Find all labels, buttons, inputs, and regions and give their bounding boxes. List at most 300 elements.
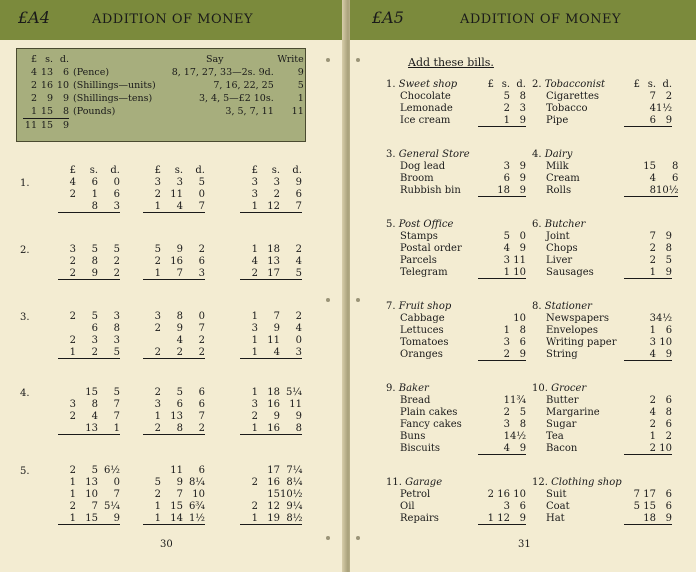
bill-unit-header	[478, 218, 494, 230]
bill-number: 5.	[386, 218, 396, 230]
bill-item-name: Milk	[546, 160, 569, 172]
exercise-sum	[143, 464, 205, 525]
bill-item-amount: 9	[510, 512, 526, 525]
sum-cell	[58, 200, 76, 213]
sum-row	[240, 512, 302, 525]
bill-shop-name: Dairy	[544, 148, 573, 160]
bill-item-amount: 6	[519, 500, 526, 512]
sum-cell: 18	[267, 243, 280, 255]
sum-row	[143, 346, 205, 359]
sum-row	[240, 267, 302, 280]
sum-cell: 15	[170, 500, 183, 512]
sum-cell: 7	[198, 322, 205, 334]
bill-shop-name: Fruit shop	[398, 300, 452, 312]
bill-item-amount: 8	[519, 418, 527, 430]
bill-item-amount: 10	[656, 442, 672, 455]
bill-item-amount: 2	[494, 348, 510, 361]
sum-row	[143, 386, 205, 398]
sum-cell	[58, 322, 76, 334]
bill-item-name: Tea	[546, 430, 564, 442]
exercise-sum	[58, 310, 120, 359]
sum-cell: 3	[280, 346, 302, 359]
bill-unit-header	[510, 148, 526, 160]
exercise-sum	[143, 386, 205, 435]
bill-item-row	[532, 184, 678, 197]
bill-item-amount: 3	[503, 500, 510, 512]
bill-unit-header	[624, 218, 640, 230]
bill-unit-header	[494, 300, 510, 312]
sum-cell: 2	[251, 410, 258, 422]
sum-cell: 2	[183, 346, 205, 359]
sum-cell: 7	[113, 488, 120, 500]
sum-cell: 13	[170, 410, 183, 422]
bill-shop-name: Butcher	[544, 218, 586, 230]
bill-item-amount	[624, 266, 640, 279]
unit-header-col1: £ s. d.	[69, 164, 120, 176]
bill-item-amount: 6	[672, 172, 679, 184]
bill-item-amount: 6	[503, 172, 510, 184]
bill-unit-header	[640, 476, 656, 488]
sum-cell: 15	[85, 386, 98, 398]
bill-item-row	[386, 160, 526, 172]
sum-cell: 11	[170, 464, 183, 476]
bill-unit-header	[656, 218, 672, 230]
sum-cell	[143, 464, 161, 476]
sum-row	[58, 334, 120, 346]
bill-unit-header	[478, 476, 494, 488]
bill-item-amount: 15	[643, 160, 656, 172]
bill-unit-header: d.	[516, 78, 526, 90]
worked-example-row: 1 15 8 (Pounds) 3, 5, 7, 11 11	[23, 105, 304, 119]
bill-title-row	[532, 300, 672, 312]
bill-item-amount: 8	[519, 324, 526, 336]
right-page	[350, 0, 696, 572]
bill-unit-header	[656, 148, 678, 160]
bill-item-amount: 1	[503, 430, 510, 442]
worked-example-total: 11 15 9	[24, 120, 69, 131]
sum-row	[143, 243, 205, 255]
bill-item-name: Petrol	[400, 488, 431, 500]
bill-item-amount: 2	[503, 102, 510, 114]
bill-item-name: Oranges	[400, 348, 443, 360]
sum-cell: 7¼	[286, 464, 303, 476]
unit-header-col3: £ s. d.	[251, 164, 302, 176]
sum-cell: 1	[240, 200, 258, 213]
bill-item-row	[532, 102, 672, 114]
bill-item-name: Pipe	[546, 114, 569, 126]
sum-cell: 3	[154, 176, 161, 188]
sum-row	[58, 398, 120, 410]
bill-item-amount	[624, 160, 640, 172]
bill-shop-name: Sweet shop	[398, 78, 458, 90]
bill-item-amount	[624, 512, 640, 525]
bill-item-amount	[478, 394, 494, 406]
bill-item-amount	[624, 430, 640, 442]
bill-item-name: Ice cream	[400, 114, 451, 126]
sum-cell: 4	[69, 176, 76, 188]
bill-shop-name: Garage	[405, 476, 443, 488]
sum-cell: 1	[240, 346, 258, 359]
sum-cell: 9	[295, 176, 302, 188]
sum-cell: 1	[240, 422, 258, 435]
sum-cell: 7	[183, 200, 205, 213]
bill-item-amount: 2	[649, 242, 656, 254]
sum-cell: 4	[91, 410, 98, 422]
sum-row	[240, 334, 302, 346]
bill-item-amount: 7	[649, 90, 656, 102]
sum-cell: 8¼	[188, 476, 205, 488]
sum-cell: 8½	[280, 512, 302, 525]
bill-item-amount: 9	[656, 348, 672, 361]
bill-item-amount: 1	[649, 430, 656, 442]
bill-number: 1.	[386, 78, 396, 90]
bill-item-amount	[478, 160, 494, 172]
bill-item-amount: 6	[665, 394, 672, 406]
sum-row	[240, 310, 302, 322]
bill-item-amount: 2	[640, 442, 656, 455]
bill-item-name: Broom	[400, 172, 434, 184]
sum-cell: 3	[176, 176, 183, 188]
sum-cell: 7	[113, 398, 120, 410]
bill-item-amount	[478, 324, 494, 336]
bill	[532, 148, 678, 197]
exercise-sum	[240, 386, 302, 435]
sum-cell: 7	[198, 410, 205, 422]
bill-item-name: Plain cakes	[400, 406, 458, 418]
bill-unit-header	[624, 382, 640, 394]
sum-row	[240, 176, 302, 188]
bill-item-row	[386, 442, 526, 455]
sum-cell: 5¼	[103, 500, 120, 512]
bill-unit-header	[494, 218, 510, 230]
bill	[532, 78, 672, 127]
bill-item-name: Lettuces	[400, 324, 444, 336]
binding-hole	[326, 298, 330, 302]
sum-cell: 8	[176, 310, 183, 322]
bill-title-row	[386, 148, 526, 160]
bill-item-amount: 3	[503, 160, 510, 172]
bill-item-amount	[478, 406, 494, 418]
sum-cell: 9	[98, 512, 120, 525]
sum-row	[58, 267, 120, 280]
bill-item-row	[532, 512, 672, 525]
sum-cell: 17	[267, 464, 280, 476]
sum-cell: 13	[267, 255, 280, 267]
bill-unit-header	[478, 300, 494, 312]
bill-item-row	[386, 348, 526, 361]
sum-cell: 3	[69, 398, 76, 410]
bill-item-amount: 8	[519, 90, 526, 102]
sum-cell: 3	[251, 188, 258, 200]
sum-cell	[240, 488, 258, 500]
exercise-sum	[240, 464, 302, 525]
sum-row	[58, 488, 120, 500]
bill-item-row	[386, 172, 526, 184]
bill-unit-header	[494, 148, 510, 160]
sum-cell: 1	[143, 200, 161, 213]
bill	[386, 476, 526, 525]
bill-item-row	[386, 512, 526, 525]
bill-item-amount	[478, 230, 494, 242]
sum-row	[240, 188, 302, 200]
worked-example-row: 2 16 10 (Shillings—units) 7, 16, 22, 25 5	[30, 80, 304, 91]
bill-unit-header: d.	[662, 78, 673, 90]
bill-item-name: Chops	[546, 242, 578, 254]
sum-cell: 16	[258, 422, 280, 435]
bill-number: 2.	[532, 78, 542, 90]
sum-cell: 3	[251, 322, 258, 334]
bill-item-amount	[478, 102, 494, 114]
bill-item-amount	[624, 184, 640, 197]
bill-item-amount: 2	[487, 488, 494, 500]
sum-cell: 2	[183, 422, 205, 435]
bill-item-name: Tobacco	[546, 102, 588, 114]
bill-unit-header	[494, 476, 510, 488]
bill-item-amount: 1	[478, 512, 494, 525]
bill-item-amount	[624, 242, 640, 254]
sum-row	[240, 346, 302, 359]
bill	[386, 78, 526, 127]
bill-item-amount	[624, 90, 640, 102]
bill-number: 6.	[532, 218, 542, 230]
bill-item-amount: 9	[510, 348, 526, 361]
bill-shop-name: Grocer	[551, 382, 587, 394]
sum-cell: 15	[267, 488, 280, 500]
bill-item-name: Buns	[400, 430, 426, 442]
sum-cell: 2	[154, 386, 161, 398]
sum-row	[240, 386, 302, 398]
sum-cell: 1	[58, 346, 76, 359]
bill-item-amount: 9	[656, 266, 672, 279]
bill-item-row	[386, 312, 526, 324]
sum-row	[240, 422, 302, 435]
bill-unit-header: £	[487, 78, 494, 90]
sum-cell: 11	[267, 334, 280, 346]
sum-cell: 4	[176, 334, 183, 346]
bill-unit-header	[510, 382, 526, 394]
left-section-code: £A4	[18, 8, 50, 27]
sum-cell: 2	[69, 464, 76, 476]
worked-example-row: 2 9 9 (Shillings—tens) 3, 4, 5—£2 10s. 1	[30, 93, 304, 104]
sum-row	[58, 322, 120, 334]
bill-item-row	[532, 442, 672, 455]
bill-item-amount: 6	[665, 324, 673, 336]
bill-item-name: Coat	[546, 500, 570, 512]
bill-item-row	[386, 488, 526, 500]
bill-unit-header	[478, 382, 494, 394]
sum-cell: 0	[198, 310, 205, 322]
sum-row	[58, 200, 120, 213]
bill-unit-header: £	[633, 78, 640, 90]
bill-item-amount: 1¾	[510, 394, 527, 406]
sum-row	[58, 188, 120, 200]
bill-item-amount: 2	[649, 418, 656, 430]
bill-item-amount: 1	[503, 324, 510, 336]
bill-title-row	[532, 78, 672, 90]
sum-cell: 7	[161, 267, 183, 280]
sum-cell: 2	[295, 310, 302, 322]
sum-cell: 3	[69, 243, 76, 255]
sum-row	[58, 386, 120, 398]
sum-cell: 3	[251, 398, 258, 410]
bill-item-amount: 6	[640, 114, 656, 127]
bill-item-amount: 1	[494, 266, 510, 279]
bill-item-amount	[624, 442, 640, 455]
sum-cell: 2	[198, 334, 205, 346]
sum-cell: 2	[251, 476, 258, 488]
worked-example-row: 4 13 6 (Pence) 8, 17, 27, 33—2s. 9d. 9	[30, 67, 304, 78]
sum-row	[143, 422, 205, 435]
sum-row	[58, 476, 120, 488]
sum-cell: 0	[198, 188, 205, 200]
bill-item-amount: 7	[649, 230, 656, 242]
bill-unit-header: s.	[501, 78, 510, 90]
bill-item-amount	[478, 172, 494, 184]
sum-cell: 1	[91, 188, 98, 200]
sum-cell: 5	[280, 267, 302, 280]
sum-cell: 8	[91, 255, 98, 267]
left-page	[0, 0, 346, 572]
sum-row	[240, 398, 302, 410]
sum-row	[58, 346, 120, 359]
sum-cell: 1	[98, 422, 120, 435]
bill-item-amount	[624, 230, 640, 242]
bill-item-row	[532, 324, 672, 336]
sum-row	[143, 200, 205, 213]
bill-item-amount: 9	[519, 242, 526, 254]
bill-item-amount: 4	[649, 172, 656, 184]
sum-row	[143, 310, 205, 322]
sum-row	[58, 500, 120, 512]
sum-cell: 6	[91, 176, 98, 188]
sum-cell: 12	[258, 200, 280, 213]
sum-row	[143, 176, 205, 188]
sum-cell: 4	[295, 322, 302, 334]
bill-unit-header	[510, 476, 526, 488]
sum-cell: 5	[91, 464, 98, 476]
bill-shop-name: Stationer	[544, 300, 592, 312]
worked-example-table	[23, 53, 304, 132]
bill-item-amount: 4	[640, 348, 656, 361]
bill-title-row	[386, 78, 526, 90]
sum-row	[58, 243, 120, 255]
bill-item-row	[386, 114, 526, 127]
sum-cell: 7	[176, 488, 183, 500]
bill-item-row	[386, 266, 526, 279]
sum-cell: 6½	[103, 464, 120, 476]
sum-cell: 5	[154, 476, 161, 488]
sum-cell: 1	[58, 512, 76, 525]
exercise-number: 4.	[20, 388, 30, 399]
sum-cell: 2	[198, 243, 205, 255]
sum-cell: 6	[113, 188, 120, 200]
sum-row	[240, 410, 302, 422]
bill-item-amount: 10	[510, 266, 526, 279]
sum-row	[58, 310, 120, 322]
sum-cell: 3	[98, 200, 120, 213]
bill-item-amount	[624, 406, 640, 418]
sum-cell: 2	[154, 322, 161, 334]
sum-row	[143, 476, 205, 488]
binding-hole	[326, 536, 330, 540]
binding-hole	[356, 298, 360, 302]
bill-title-row	[532, 382, 672, 394]
sum-cell: 3	[251, 176, 258, 188]
bill-item-name: Margarine	[546, 406, 600, 418]
bill-title	[386, 300, 478, 312]
bill	[386, 382, 526, 455]
bill-item-name: Biscuits	[400, 442, 441, 454]
bill-title-row	[532, 218, 672, 230]
bill-item-name: Rolls	[546, 184, 572, 196]
sum-cell: 2	[154, 188, 161, 200]
sum-cell: 1	[251, 334, 258, 346]
bill-shop-name: Post Office	[398, 218, 454, 230]
sum-cell: 19	[258, 512, 280, 525]
bill-item-amount	[478, 242, 494, 254]
sum-cell: 3	[91, 334, 98, 346]
bill-item-row	[532, 114, 672, 127]
bill-unit-header	[510, 218, 526, 230]
sum-cell: 6	[295, 188, 302, 200]
sum-cell: 2	[58, 267, 76, 280]
bill-item-amount	[624, 394, 640, 406]
sum-cell: 6	[198, 386, 205, 398]
bill-item-name: Cream	[546, 172, 580, 184]
sum-row	[58, 255, 120, 267]
bill-item-row	[532, 160, 678, 172]
bill-item-row	[532, 348, 672, 361]
sum-cell: 2	[98, 267, 120, 280]
bill-number: 9.	[386, 382, 396, 394]
bill-item-name: Bacon	[546, 442, 578, 454]
bill-title	[532, 476, 624, 488]
bill-number: 8.	[532, 300, 542, 312]
bill-item-amount: 10½	[656, 184, 679, 196]
bill-item-row	[386, 418, 526, 430]
sum-cell: 9	[176, 243, 183, 255]
sum-row	[240, 322, 302, 334]
sum-cell: 6¾	[188, 500, 205, 512]
sum-cell	[240, 464, 258, 476]
sum-row	[240, 200, 302, 213]
sum-cell: 1	[251, 310, 258, 322]
sum-row	[143, 188, 205, 200]
sum-cell: 9	[176, 322, 183, 334]
sum-row	[143, 322, 205, 334]
bill-item-amount: 5	[519, 406, 527, 418]
bill-title-row	[386, 382, 526, 394]
sum-cell: 9	[295, 410, 302, 422]
sum-cell: 5	[154, 243, 161, 255]
sum-row	[143, 500, 205, 512]
sum-cell: 8¼	[286, 476, 303, 488]
bill-item-row	[386, 242, 526, 254]
bill	[532, 218, 672, 279]
sum-cell: 1	[69, 476, 76, 488]
bill-item-amount: 5	[503, 90, 510, 102]
bill	[386, 148, 526, 197]
sum-cell: 7	[280, 200, 302, 213]
bill-item-name: Joint	[546, 230, 570, 242]
bill-item-amount: 8	[665, 242, 672, 254]
bill-item-amount: 3	[649, 336, 656, 348]
bill-item-amount: 2	[665, 430, 672, 442]
sum-cell: 2	[69, 255, 76, 267]
bill-item-amount: 1	[494, 114, 510, 127]
bill-item-amount: 6	[519, 336, 526, 348]
sum-cell: 12	[267, 500, 280, 512]
